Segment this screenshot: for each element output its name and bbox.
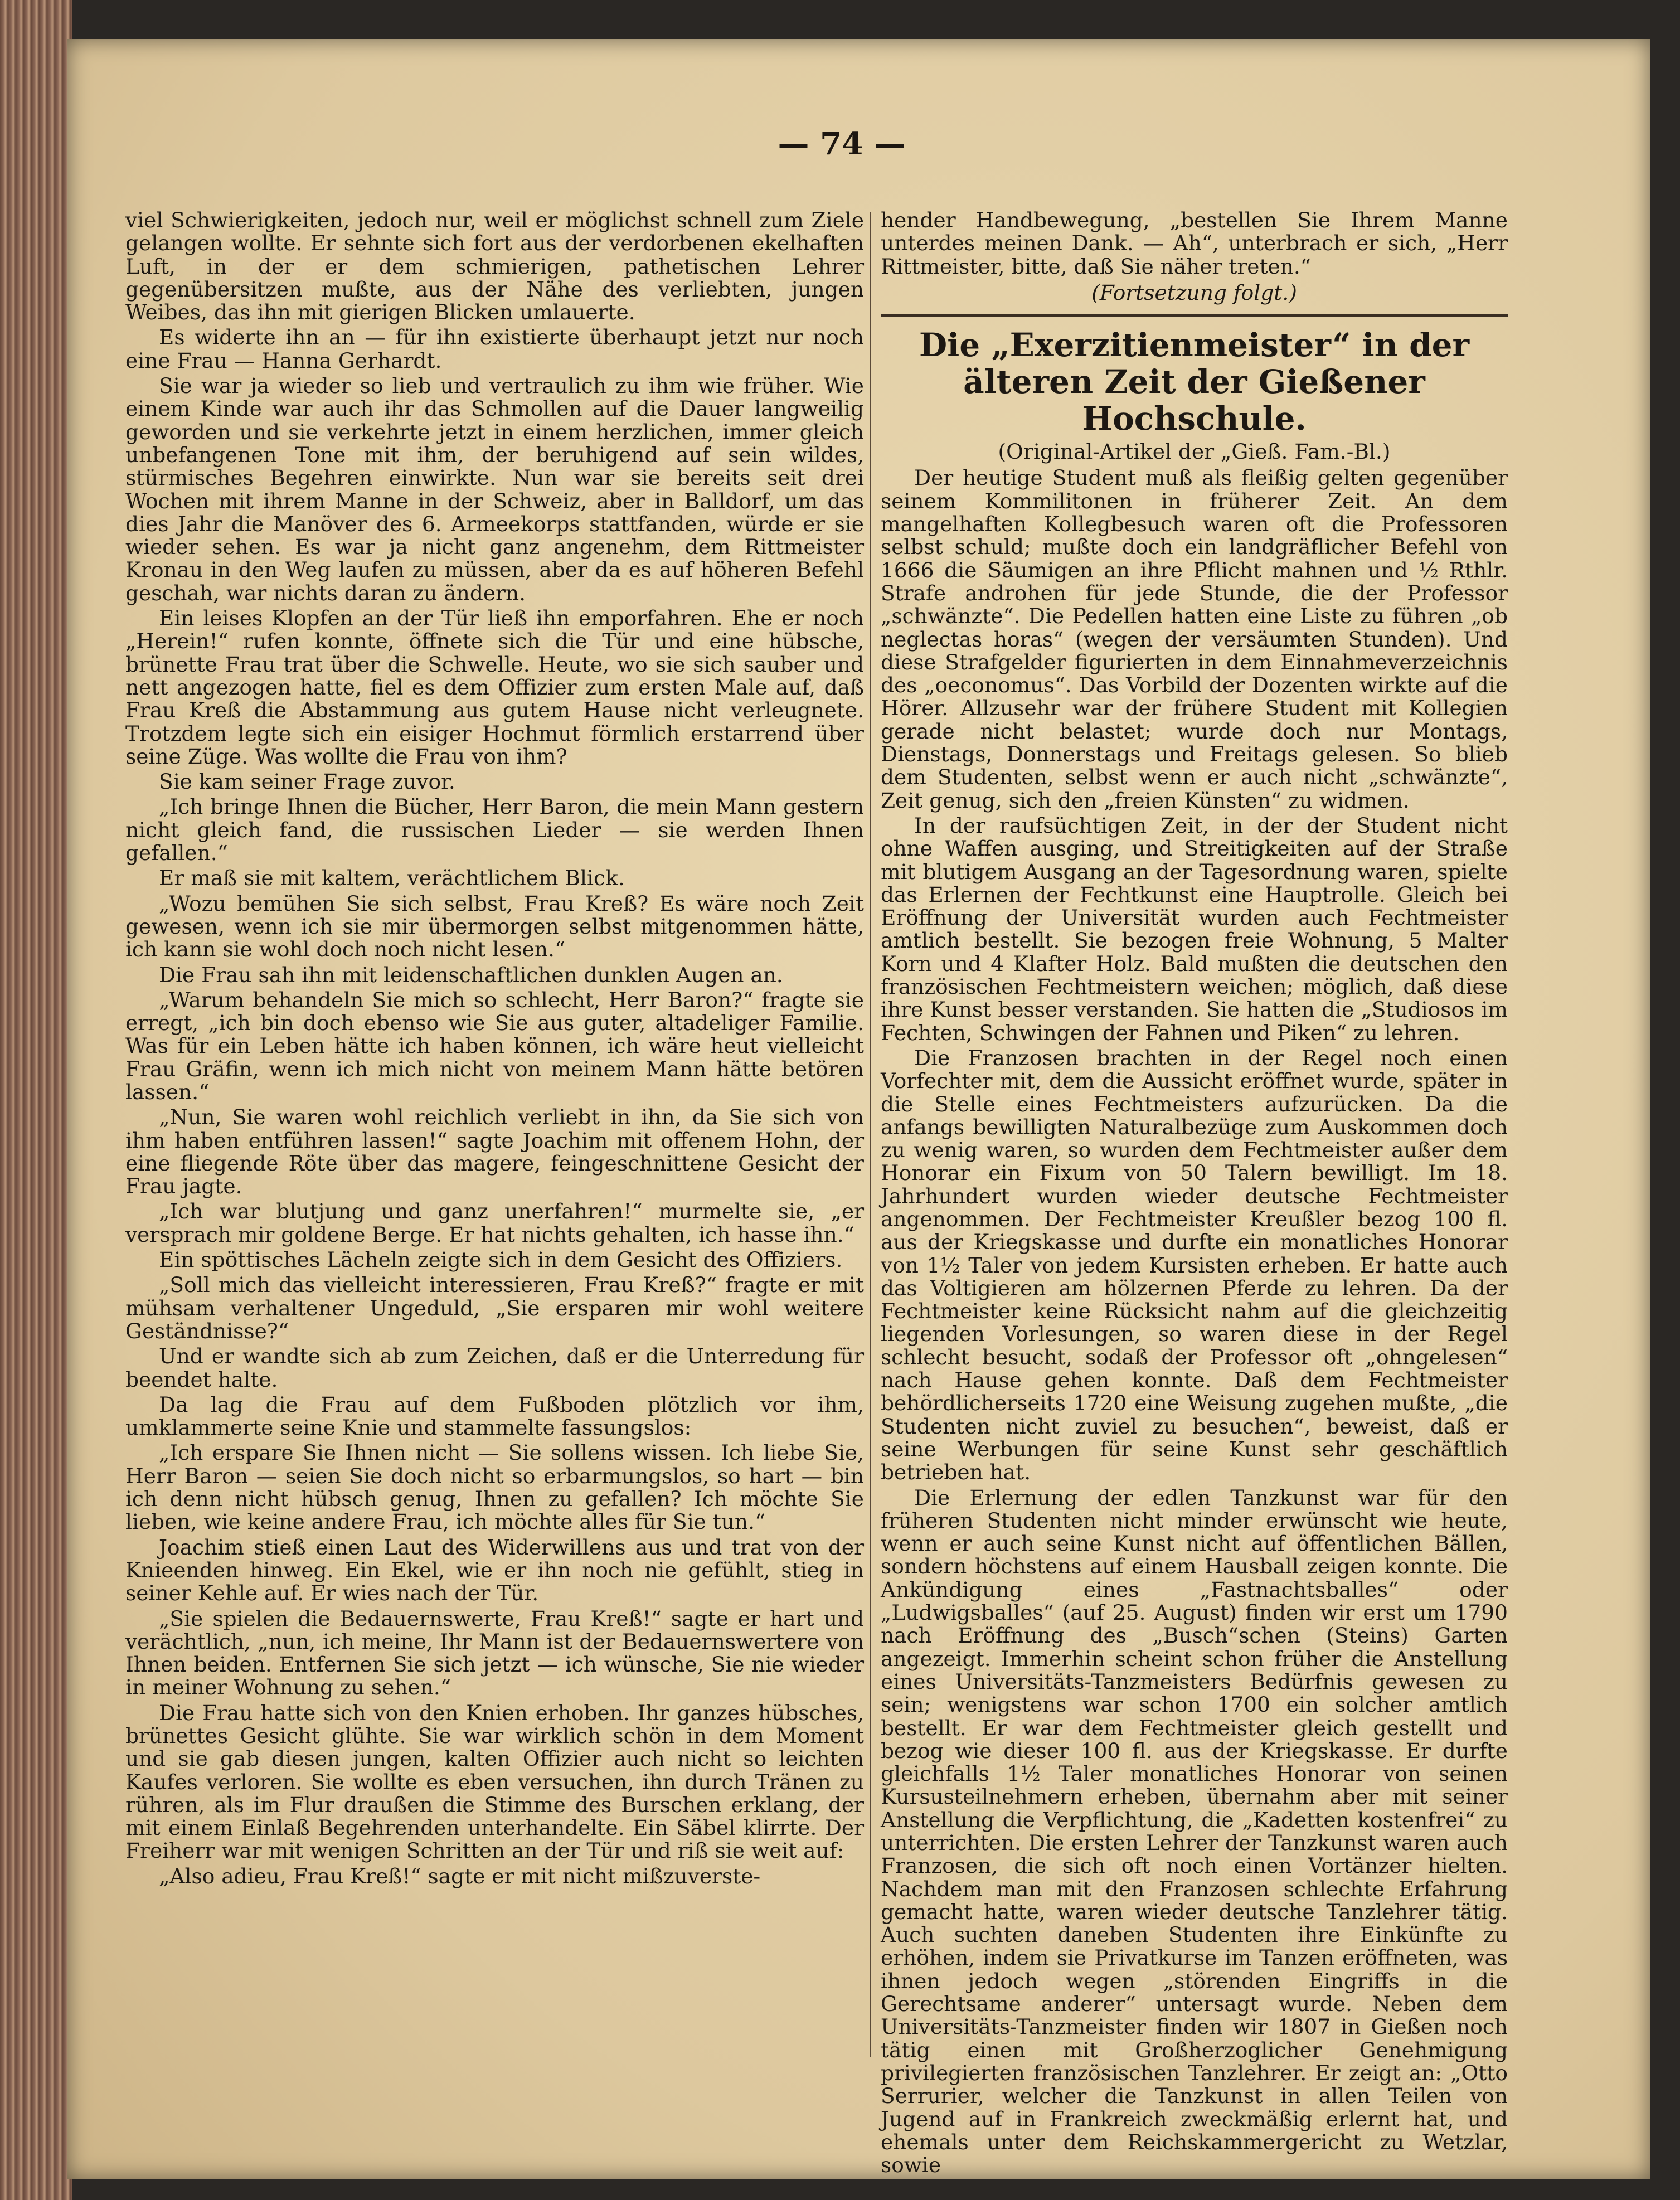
paragraph: „Ich war blutjung und ganz unerfahren!“ murmelte sie, „er versprach mir goldene Berge. Er hat nichts gehalten, ich hasse ihn.“	[125, 1199, 864, 1247]
continuation-note: (Fortsetzung folgt.)	[1091, 280, 1297, 305]
paragraph: „Ich erspare Sie Ihnen nicht — Sie sollens wissen. Ich liebe Sie, Herr Baron — seien Sie doch nicht so erbarmungslos, so hart — bin ich denn nicht hübsch genug, Ihnen zu gefallen? Ich möchte Sie lieben, wie keine andere Frau, ich möchte alles für Sie tun.“	[125, 1440, 864, 1534]
paragraph: „Sie spielen die Bedauernswerte, Frau Kreß!“ sagte er hart und verächtlich, „nun, ich meine, Ihr Mann ist der Bedauernswertere von Ihnen beiden. Entfernen Sie sich jetzt — ich wünsche, Sie nie wieder in meiner Wohnung zu sehen.“	[125, 1606, 864, 1700]
paragraph: „Nun, Sie waren wohl reichlich verliebt in ihn, da Sie sich von ihm haben entführen lassen!“ sagte Joachim mit offenem Hohn, der eine fliegende Röte über das magere, feingeschnittene Gesicht der Frau jagte.	[125, 1105, 864, 1199]
paragraph: Sie war ja wieder so lieb und vertraulich zu ihm wie früher. Wie einem Kinde war auch ihr das Schmollen auf die Dauer langweilig geworden und sie verkehrte jetzt in einem herzlichen, immer gleich unbefangenen Tone mit ihm, der beruhigend auf sein wildes, stürmisches Begehren einwirkte. Nun war sie bereits seit drei Wochen mit ihrem Manne in der Schweiz, aber in Balldorf, um das dies Jahr die Manöver des 6. Armeekorps stattfanden, würde er sie wieder sehen. Es war ja nicht ganz angenehm, dem Rittmeister Kronau in den Weg laufen zu müssen, aber da es auf höheren Befehl geschah, war nichts daran zu ändern.	[125, 373, 864, 605]
left-column	[125, 209, 864, 1890]
column-divider	[870, 212, 871, 2057]
paragraph: Ein leises Klopfen an der Tür ließ ihn emporfahren. Ehe er noch „Herein!“ rufen konnte, öffnete sich die Tür und eine hübsche, brünette Frau trat über die Schwelle. Heute, wo sie sich sauber und nett angezogen hatte, fiel es dem Offizier zum ersten Male auf, daß Frau Kreß die Abstammung aus gutem Hause nicht verleugnete. Trotzdem legte sich ein eisiger Hochmut förmlich erstarrend über seine Züge. Was wollte die Frau von ihm?	[125, 606, 864, 769]
paragraph: Es widerte ihn an — für ihn existierte überhaupt jetzt nur noch eine Frau — Hanna Gerhardt.	[125, 325, 864, 373]
paragraph: Die Frau sah ihn mit leidenschaftlichen dunklen Augen an.	[159, 962, 783, 987]
paragraph: Die Franzosen brachten in der Regel noch einen Vorfechter mit, dem die Aussicht eröffnet wurde, später in die Stelle eines Fechtmeisters aufzurücken. Da die anfangs bewilligten Naturalbezüge zum Auskommen doch zu wenig waren, so wurden dem Fechtmeister außer dem Honorar ein Fixum von 50 Talern bewilligt. Im 18. Jahrhundert wurden wieder deutsche Fechtmeister angenommen. Der Fechtmeister Kreußler bezog 100 fl. aus der Kriegskasse und durfte ein monatliches Honorar von 1½ Taler von jedem Kursisten erheben. Er hatte auch das Voltigieren am hölzernen Pferde zu lehren. Da der Fechtmeister keine Rücksicht nahm auf die gleichzeitig liegenden Vorlesungen, so waren diese in der Regel schlecht besucht, sodaß der Professor oft „ohngelesen“ nach Hause gehen konnte. Daß dem Fechtmeister behördlicherseits 1720 eine Weisung zugehen mußte, „die Studenten nicht zuviel zu besuchen“, beweist, daß er seine Werbungen für seine Kunst sehr geschäftlich betrieben hat.	[881, 1045, 1508, 1485]
paragraph: hender Handbewegung, „bestellen Sie Ihrem Manne unterdes meinen Dank. — Ah“, unterbrach er sich, „Herr Rittmeister, bitte, daß Sie näher treten.“	[881, 208, 1508, 279]
paragraph: „Soll mich das vielleicht interessieren, Frau Kreß?“ fragte er mit mühsam verhaltener Ungeduld, „Sie ersparen mir wohl weitere Geständnisse?“	[125, 1273, 864, 1343]
paragraph: viel Schwierigkeiten, jedoch nur, weil er möglichst schnell zum Ziele gelangen wollte. Er sehnte sich fort aus der verdorbenen ekelhaften Luft, in der er dem schmierigen, pathetischen Lehrer gegenübersitzen mußte, aus der Nähe des verliebten, jungen Weibes, das ihn mit gierigen Blicken umlauerte.	[125, 208, 864, 325]
paragraph: „Also adieu, Frau Kreß!“ sagte er mit nicht mißzuverste-	[159, 1863, 761, 1888]
paragraph: Der heutige Student muß als fleißig gelten gegenüber seinem Kommilitonen in früherer Zeit. An dem mangelhaften Kollegbesuch waren oft die Professoren selbst schuld; mußte doch ein landgräflicher Befehl von 1666 die Säumigen an ihre Pflicht mahnen und ½ Rthlr. Strafe androhen für jede Stunde, die der Professor „schwänzte“. Die Pedellen hatten eine Liste zu führen „ob neglectas horas“ (wegen der versäumten Stunden). Und diese Strafgelder figurierten in dem Einnahmeverzeichnis des „oeconomus“. Das Vorbild der Dozenten wirkte auf die Hörer. Allzusehr war der frühere Student mit Kollegien gerade nicht belastet; wurde doch nur Montags, Dienstags, Donnerstags und Freitags gelesen. So blieb dem Studenten, selbst wenn er auch nicht „schwänzte“, Zeit genug, sich den „freien Künsten“ zu widmen.	[881, 465, 1508, 813]
paragraph: Sie kam seiner Frage zuvor.	[159, 769, 455, 794]
paragraph: Da lag die Frau auf dem Fußboden plötzlich vor ihm, umklammerte seine Knie und stammelte fassungslos:	[125, 1392, 864, 1440]
article-source: (Original-Artikel der „Gieß. Fam.-Bl.)	[998, 439, 1391, 464]
paragraph: Joachim stieß einen Laut des Widerwillens aus und trat von der Knieenden hinweg. Ein Ekel, wie er ihn noch nie gefühlt, stieg in seiner Kehle auf. Er wies nach der Tür.	[125, 1534, 864, 1606]
paragraph: „Wozu bemühen Sie sich selbst, Frau Kreß? Es wäre noch Zeit gewesen, wenn ich sie mir übermorgen selbst mitgenommen hätte, ich kann sie wohl doch noch nicht lesen.“	[125, 891, 864, 962]
paragraph: „Warum behandeln Sie mich so schlecht, Herr Baron?“ fragte sie erregt, „ich bin doch ebenso wie Sie aus guter, altadeliger Familie. Was für ein Leben hätte ich haben können, ich wäre heut vielleicht Frau Gräfin, wenn ich mich nicht von meinem Mann hätte betören lassen.“	[125, 987, 864, 1104]
paragraph: Er maß sie mit kaltem, verächtlichem Blick.	[159, 866, 625, 891]
paragraph: In der raufsüchtigen Zeit, in der der Student nicht ohne Waffen ausging, und Streitigkeiten auf der Straße mit blutigem Ausgang an der Tagesordnung waren, spielte das Erlernen der Fechtkunst eine Hauptrolle. Gleich bei Eröffnung der Universität wurden auch Fechtmeister amtlich bestellt. Sie bezogen freie Wohnung, 5 Malter Korn und 4 Klafter Holz. Bald mußten die deutschen den französischen Fechtmeistern weichen; möglich, daß diese ihre Kunst besser verstanden. Sie hatten die „Studiosos im Fechten, Schwingen der Fahnen und Piken“ zu lehren.	[881, 813, 1508, 1045]
paragraph: Die Frau hatte sich von den Knien erhoben. Ihr ganzes hübsches, brünettes Gesicht glühte. Sie war wirklich schön in dem Moment und sie gab diesen jungen, kalten Offizier auch nicht so leichten Kaufes verloren. Sie wollte es eben versuchen, ihn durch Tränen zu rühren, als im Flur draußen die Stimme des Burschen erklang, der mit einem Einlaß Begehrenden unterhandelte. Ein Säbel klirrte. Der Freiherr war mit wenigen Schritten an der Tür und riß sie weit auf:	[125, 1700, 864, 1863]
paragraph: Die Erlernung der edlen Tanzkunst war für den früheren Studenten nicht minder erwünscht wie heute, wenn er auch seine Kunst nicht auf öffentlichen Bällen, sondern höchstens auf einem Hausball zeigen konnte. Die Ankündigung eines „Fastnachtsballes“ oder „Ludwigsballes“ (auf 25. August) finden wir erst um 1790 nach Eröffnung des „Busch“schen (Steins) Garten angezeigt. Immerhin scheint schon früher die Anstellung eines Universitäts-Tanzmeisters Bedürfnis gewesen zu sein; wenigstens war schon 1700 ein solcher amtlich bestellt. Er war dem Fechtmeister gleich gestellt und bezog wie dieser 100 fl. aus der Kriegskasse. Er durfte gleichfalls 1½ Taler monatliches Honorar von seinen Kursusteilnehmern erheben, übernahm aber mit seiner Anstellung die Verpflichtung, die „Kadetten kostenfrei“ zu unterrichten. Die ersten Lehrer der Tanzkunst waren auch Franzosen, die sich oft noch einen Vortänzer hielten. Nachdem man mit den Franzosen schlechte Erfahrung gemacht hatte, waren wieder deutsche Tanzlehrer tätig. Auch suchten daneben Studenten ihre Einkünfte zu erhöhen, indem sie Privatkurse im Tanzen eröffneten, was ihnen jedoch wegen „störenden Eingriffs in die Gerechtsame anderer“ untersagt wurde. Neben dem Universitäts-Tanzmeister finden wir 1807 in Gießen noch tätig einen mit Großherzoglicher Genehmigung privilegierten französischen Tanzlehrer. Er zeigt an: „Otto Serrurier, welcher die Tanzkunst in allen Teilen von Jugend auf in Frankreich zweckmäßig erlernt hat, und ehemals unter dem Reichskammergericht zu Wetzlar, sowie	[881, 1485, 1508, 2178]
book-page-edges	[0, 0, 72, 2200]
article-title: Die „Exerzitienmeister“ in der älteren Zeit der Gießener Hochschule.	[881, 314, 1508, 437]
paragraph: „Ich bringe Ihnen die Bücher, Herr Baron, die mein Mann gestern nicht gleich fand, die russischen Lieder — sie werden Ihnen gefallen.“	[125, 794, 864, 866]
right-column	[881, 209, 1508, 2179]
paragraph: Ein spöttisches Lächeln zeigte sich in dem Gesicht des Offiziers.	[159, 1247, 843, 1273]
page-number: — 74 —	[778, 125, 906, 162]
paragraph: Und er wandte sich ab zum Zeichen, daß er die Unterredung für beendet halte.	[125, 1344, 864, 1392]
